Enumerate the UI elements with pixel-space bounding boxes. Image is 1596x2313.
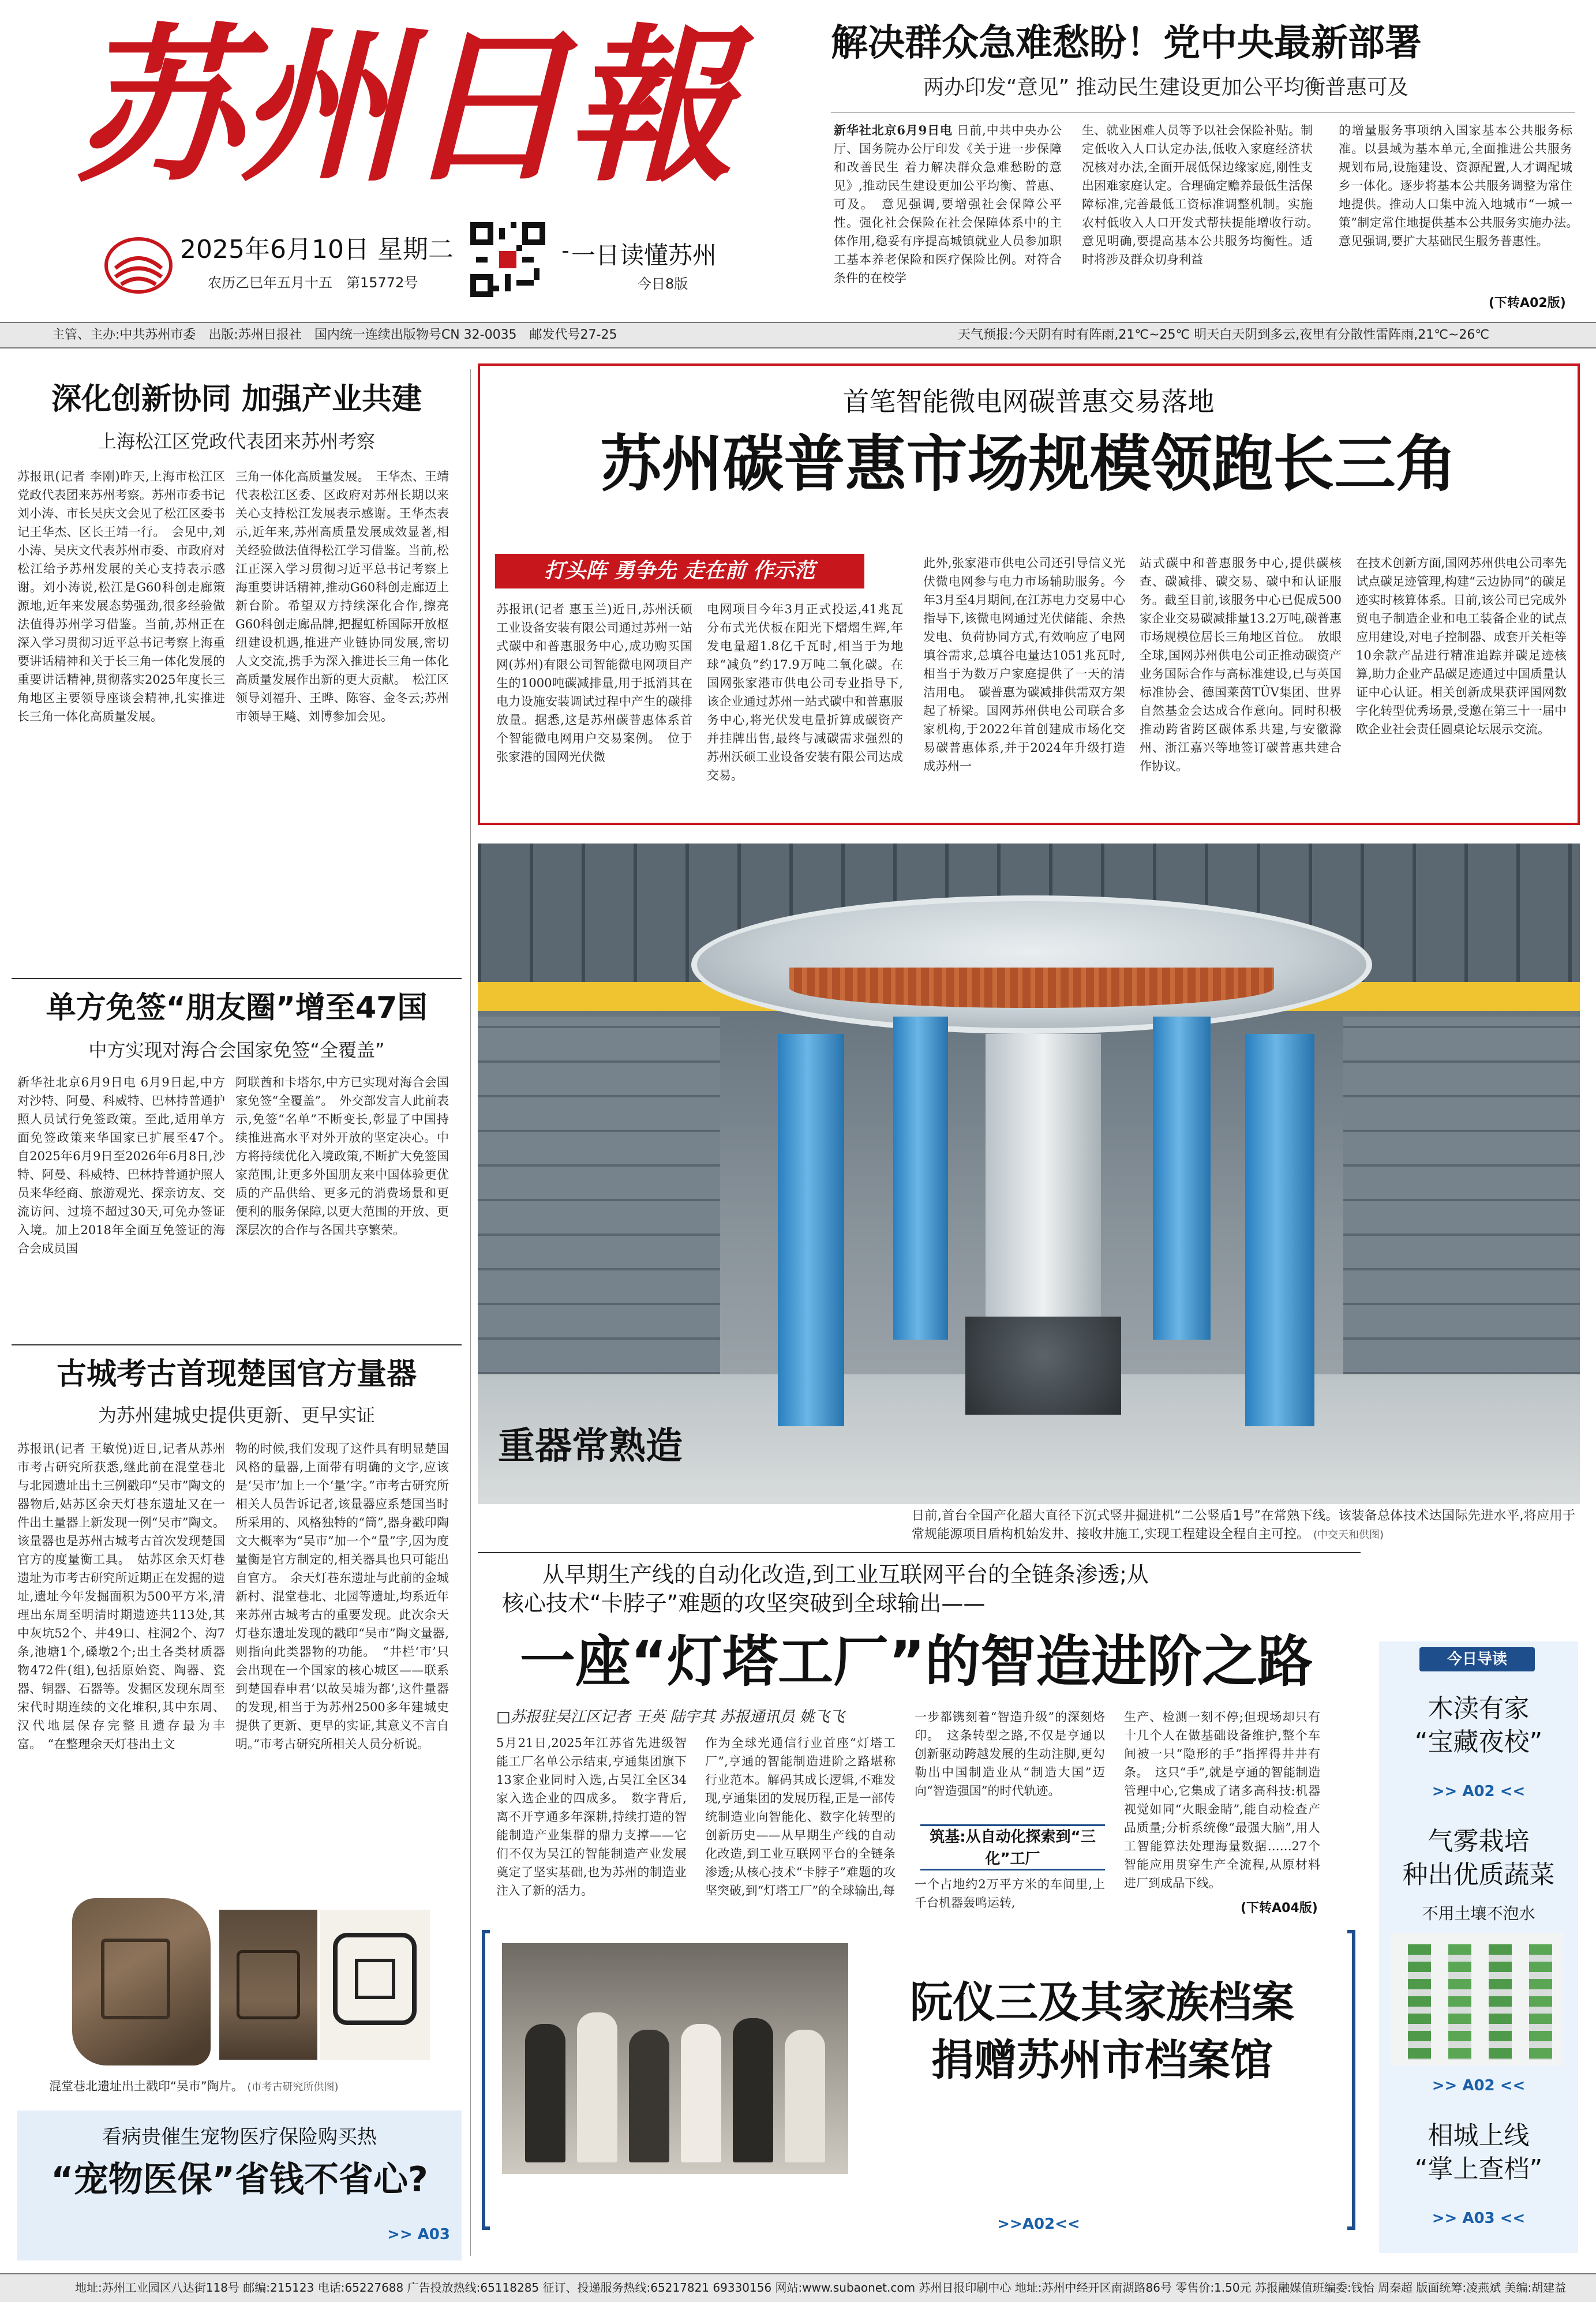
left3-col2: 物的时候,我们发现了这件具有明显楚国风格的量器,上面带有明确的文字,应该是‘吴市’加上一个‘量’字。”市考古研究所相关人员告诉记者,该量器应系楚国当时所采用的、风格独特的“筒”,器身戳印陶文大概率为“吴市”加一个“量”字,因为度量衡是官方制定的,相关器具也只可能出自官方。 余天灯巷东遗址与此前的金城新村、混堂巷北、北园等遗址,均系近年来苏州古城考古的重要发现。此次余天灯巷东遗址发现的戳印“吴市”陶文量器,则指向此类器物的功能。 “井栏‘市’只会出现在一个国家的核心城区——联系到楚国春申君‘以故吴墟为都’,这件量器的发现,相当于为苏州2500多年建城史提供了更新、更早的实证,其意义不言自明。”市考古研究所相关人员分析说。 bbox=[235, 1442, 449, 1751]
feature-deck-2: 核心技术“卡脖子”难题的攻坚突破到全球输出—— bbox=[502, 1591, 986, 1616]
footer-text: 地址:苏州工业园区八达街118号 邮编:215123 电话:65227688 广告投放热线:65118285 征订、投递服务热线:65217821 69330156 网站:www.subaonet.com 苏州日报印刷中心 地址:苏州中经开区南湖路86号 零售价:1.50元 苏报融媒值班编委:钱怡 周秦超 版面统筹:凌燕斌 美编:胡建益 bbox=[75, 2281, 1567, 2295]
column-divider bbox=[470, 369, 471, 2256]
artifact-rubbing bbox=[320, 1910, 430, 2060]
weather-text: 天气预报:今天阴有时有阵雨,21℃~25℃ 明天白天阴到多云,夜里有分散性雷阵雨,21℃~26℃ bbox=[958, 328, 1490, 342]
lead-col2: 电网项目今年3月正式投运,41兆瓦分布式光伏板在阳光下熠熠生辉,年发电量超1.8亿千瓦时,相当于为地球“减负”约17.9万吨二氧化碳。在国网张家港市供电公司专业指导下,该企业通过苏州一站式碳中和普惠服务中心,将光伏发电量折算成碳资产并挂牌出售,最终与减碳需求强烈的苏州沃硕工业设备安装有限公司达成交易。 bbox=[707, 602, 903, 782]
feature-byline: □苏报驻吴江区记者 王英 陆宇其 苏报通讯员 姚飞飞 bbox=[496, 1708, 845, 1726]
top-story-col2: 生、就业困难人员等予以社会保险补贴。制定低收入人口认定办法,低收入家庭经济状况核对办法,全面开展低保边缘家庭,刚性支出困难家庭认定。合理确定赡养最低生活保障标准,完善最低工资标准调整机制。实施农村低收入人口开发式帮扶提能增收行动。 意见明确,要提高基本公共服务均衡性。适时将涉及群众切身利益 bbox=[1082, 123, 1325, 267]
feature-col2: 作为全球光通信行业首座“灯塔工厂”,亨通的智能制造进阶之路堪称行业范本。解码其成长逻辑,不难发现,亨通集团的发展历程,正是一部传统制造业向智能化、数字化转型的创新历史——从早期生产线的自动化改造,到工业互联网平台的全链条渗透;从核心技术“卡脖子”难题的攻坚突破,到“灯塔工厂”的全球输出,每 bbox=[705, 1736, 896, 1898]
feature-deck-1: 从早期生产线的自动化改造,到工业互联网平台的全链条渗透;从 bbox=[542, 1562, 1149, 1587]
issue-number: 第15772号 bbox=[346, 275, 418, 291]
sidebar-item-1-title2[interactable]: “宝藏夜校” bbox=[1414, 1727, 1543, 1757]
left2-subtitle: 中方实现对海合会国家免签“全覆盖” bbox=[88, 1039, 385, 1061]
tbm-photo bbox=[478, 844, 1580, 1504]
divider bbox=[12, 1344, 462, 1345]
top-story-title[interactable]: 解决群众急难愁盼！党中央最新部署 bbox=[831, 22, 1422, 65]
left-article-pet-insurance[interactable] bbox=[17, 2110, 462, 2260]
lead-col3: 此外,张家港市供电公司还引导信义光伏微电网参与电力市场辅助服务。今年3月至4月期间,在江苏电力交易中心指导下,该微电网通过光伏储能、余热发电、负荷协同方式,有效响应了电网填谷需求,总填谷电量达1051兆瓦时,相当于为数万户家庭提供了一天的清洁用电。 碳普惠为碳减排供需双方架起了桥梁。国网苏州供电公司联合多家机构,于2022年首创建成市场化交易碳普惠体系,并于2024年升级打造成苏州一 bbox=[923, 556, 1125, 773]
feature-col4: 生产、检测一刻不停;但现场却只有十几个人在做基础设备维护,整个车间被一只“隐形的手”指挥得井井有条。 这只“手”,就是亨通的智能制造管理中心,它集成了诸多高科技:机器视觉如同“火眼金睛”,能自动检查产品质量;分析系统像“最强大脑”,用人工智能算法处理海量数据……27个智能应用贯穿生产全流程,从原材料进厂到成品下线。 bbox=[1124, 1710, 1320, 1890]
left2-col2: 阿联酋和卡塔尔,中方已实现对海合会国家免签“全覆盖”。 外交部发言人此前表示,免签“名单”不断变长,彰显了中国持续推进高水平对外开放的坚定决心。中方将持续优化入境政策,不断扩大免签国家范围,让更多外国朋友来中国体验更优质的产品供给、更多元的消费场景和更便利的服务保障,以更大范围的开放、更深层次的合作与各国共享繁荣。 bbox=[235, 1075, 449, 1237]
archive-title-1: 阮仪三及其家族档案 bbox=[910, 1978, 1294, 2027]
sidebar-header: 今日导读 bbox=[1419, 1647, 1535, 1671]
page-count: 今日8版 bbox=[638, 276, 688, 292]
feature-subhead: 筑基:从自动化探索到“三化”工厂 bbox=[920, 1824, 1105, 1870]
qr-code-icon[interactable] bbox=[470, 222, 545, 297]
feature-col1: 5月21日,2025年江苏省先进级智能工厂名单公示结束,亨通集团旗下13家企业同时入选,占吴江全区34家入选企业的四成多。 数字背后,离不开亨通多年深耕,持续打造的智能制造产业集群的鼎力支撑——它们不仅为吴江的智能制造产业发展奠定了坚实基础,也为苏州的制造业注入了新的活力。 bbox=[496, 1736, 687, 1898]
feature-col3: 一步都镌刻着“智造升级”的深刻烙印。 这条转型之路,不仅是亨通以创新驱动跨越发展的生动注脚,更勾勒出中国制造业从“制造大国”迈向“智造强国”的时代轨迹。 bbox=[915, 1710, 1105, 1798]
left3-subtitle: 为苏州建城史提供更新、更早实证 bbox=[98, 1404, 375, 1426]
top-story-subtitle: 两办印发“意见” 推动民生建设更加公平均衡普惠可及 bbox=[923, 76, 1408, 99]
slogan: 一日读懂苏州 bbox=[571, 241, 717, 269]
dateline: 新华社北京6月9日电 bbox=[834, 123, 953, 137]
info-bar-text: 主管、主办:中共苏州市委 出版:苏州日报社 国内统一连续出版物号CN 32-0035 邮发代号27-25 bbox=[52, 328, 617, 342]
left2-col1: 新华社北京6月9日电 6月9日起,中方对沙特、阿曼、科威特、巴林持普通护照人员试行免签政策。至此,适用单方面免签政策来华国家已扩展至47个。 自2025年6月9日至2026年6月8日,沙特、阿曼、科威特、巴林持普通护照人员来华经商、旅游观光、探亲访友、交流访问、过境不超过30天,可免办签证入境。加上2018年全面互免签证的海合会成员国 bbox=[17, 1075, 237, 1255]
sidebar-item-3-title1[interactable]: 相城上线 bbox=[1428, 2121, 1530, 2150]
left4-title: “宠物医保”省钱不省心? bbox=[51, 2160, 428, 2200]
sidebar-item-3-ref[interactable]: >> A03 << bbox=[1432, 2210, 1526, 2227]
bracket-right bbox=[1347, 1930, 1355, 2230]
bracket-left bbox=[482, 1930, 490, 2230]
feature-col3b: 一个占地约2万平方米的车间里,上千台机器轰鸣运转, bbox=[915, 1877, 1105, 1910]
top-story-col3: 的增量服务事项纳入国家基本公共服务标准。以县域为基本单元,全面推进公共服务规划布局,设施建设、资源配置,人才调配城乡一体化。逐步将基本公共服务调整为常住地提供。推动人口集中流入地城市“一城一策”制定常住地提供基本公共服务实施办法。 意见强调,要扩大基础民生服务普惠性。 bbox=[1339, 123, 1584, 248]
sidebar-item-2-title2[interactable]: 种出优质蔬菜 bbox=[1402, 1860, 1555, 1890]
today-guide-sidebar bbox=[1379, 1641, 1578, 2253]
divider bbox=[12, 978, 462, 979]
left1-col1: 苏报讯(记者 李刚)昨天,上海市松江区党政代表团来苏州考察。苏州市委书记刘小涛、市长吴庆文会见了松江区委书记王华杰、区长王靖一行。 会见中,刘小涛、吴庆文代表苏州市委、市政府对松江给予苏州发展的关心支持表示感谢。刘小涛说,松江是G60科创走廊策源地,近年来发展态势强劲,很多经验做法值得苏州学习借鉴。当前,苏州正在深入学习贯彻习近平总书记考察上海重要讲话精神和关于长三角一体化发展的重要讲话精神,贯彻落实2025年度长三角地区主要领导座谈会精神,扎实推进长三角一体化高质量发展。 bbox=[17, 470, 225, 723]
emblem-icon bbox=[104, 234, 173, 294]
feature-turn[interactable]: (下转A04版) bbox=[1241, 1901, 1318, 1915]
sidebar-item-3-title2[interactable]: “掌上查档” bbox=[1414, 2154, 1543, 2184]
sidebar-item-2-sub: 不用土壤不泡水 bbox=[1422, 1904, 1535, 1923]
aeroponic-photo bbox=[1391, 1933, 1564, 2065]
logo-text: 苏州日報 bbox=[75, 9, 730, 205]
lunar-date: 农历乙巳年五月十五 bbox=[208, 275, 332, 291]
sidebar-item-1-title1[interactable]: 木渎有家 bbox=[1428, 1694, 1530, 1723]
divider bbox=[478, 1552, 1361, 1553]
left1-col2: 三角一体化高质量发展。 王华杰、王靖代表松江区委、区政府对苏州长期以来关心支持松江发展表示感谢。王华杰表示,近年来,苏州高质量发展成效显著,相关经验做法值得松江学习借鉴。当前,松江正深入学习贯彻习近平总书记考察上海重要讲话精神,推动G60科创走廊迈上新台阶。希望双方持续深化合作,擦亮G60科创走廊品牌,把握虹桥国际开放枢纽建设机遇,推进产业链协同发展,密切人文交流,携手为深入推进长三角一体化高质量发展作出新的更大贡献。 松江区领导刘福升、王晔、陈容、金冬云;苏州市领导王飚、刘博参加会见。 bbox=[235, 470, 449, 723]
sidebar-item-2-ref[interactable]: >> A02 << bbox=[1432, 2077, 1526, 2094]
lead-banner: 打头阵 勇争先 走在前 作示范 bbox=[495, 554, 864, 588]
sidebar-item-1-ref[interactable]: >> A02 << bbox=[1432, 1783, 1526, 1800]
left2-title[interactable]: 单方免签“朋友圈”增至47国 bbox=[46, 991, 428, 1025]
photo-label: 重器常熟造 bbox=[498, 1425, 683, 1468]
left3-title[interactable]: 古城考古首现楚国官方量器 bbox=[56, 1357, 417, 1392]
left1-subtitle: 上海松江区党政代表团来苏州考察 bbox=[98, 430, 375, 452]
archive-ref[interactable]: >>A02<< bbox=[997, 2215, 1080, 2233]
lead-col5: 在技术创新方面,国网苏州供电公司率先试点碳足迹管理,构建“云边协同”的碳足迹实时核算体系。目前,该公司已完成外贸电子制造企业和电工装备企业的试点应用建设,对电子控制器、成套开关柜等10余款产品进行精准追踪并碳足迹核算,助力企业产品碳足迹通过中国质量认证中心认证。相关创新成果获评国网数字化转型优秀场景,受邀在第三十一届中欧企业社会责任圆桌论坛展示交流。 bbox=[1356, 556, 1567, 736]
feature-title[interactable]: 一座“灯塔工厂”的智造进阶之路 bbox=[519, 1629, 1313, 1694]
lead-col4: 站式碳中和普惠服务中心,提供碳核查、碳减排、碳交易、碳中和认证服务。截至目前,该服务中心已促成500家企业交易碳减排量13.2万吨,碳普惠市场规模位居长三角地区首位。 放眼全球,国网苏州供电公司正推动碳资产业务国际合作与高标准建设,已与英国标准协会、德国莱茵TÜV集团、世界自然基金会达成合作意向。同时积极推动跨省跨区碳体系共建,与安徽滁州、浙江嘉兴等地签订碳普惠共建合作协议。 bbox=[1140, 556, 1342, 773]
artifact-photo-shard bbox=[72, 1898, 211, 2065]
top-story-turn[interactable]: (下转A02版) bbox=[1489, 296, 1566, 310]
family-photo bbox=[502, 1943, 848, 2174]
photo-caption: 日前,首台全国产化超大直径下沉式竖井掘进机“二公竖盾1号”在常熟下线。该装备总体技术达国际先进水平,将应用于常规能源项目盾构机始发井、接收井施工,实现工程建设全程自主可控。 (中交天和供图) bbox=[912, 1509, 1575, 1542]
divider bbox=[563, 251, 568, 253]
lead-title[interactable]: 苏州碳普惠市场规模领跑长三角 bbox=[600, 429, 1457, 500]
archive-title-2: 捐赠苏州市档案馆 bbox=[931, 2035, 1273, 2085]
left3-col1: 苏报讯(记者 王敏悦)近日,记者从苏州市考古研究所获悉,继此前在混堂巷北与北园遗址出土三例戳印“吴市”陶文的器物后,姑苏区余天灯巷东遗址又在一件出土量器上新发现一例“吴市”陶文。该量器也是苏州古城考古首次发现楚国官方的度量衡工具。 姑苏区余天灯巷遗址为市考古研究所近期正在发掘的遗址,遗址今年发掘面积为500平方米,清理出东周至明清时期遗迹共113处,其中灰坑52个、井49口、柱洞2个、沟7条,池塘1个,磉墩2个;出土各类材质器物472件(组),包括原始瓷、陶器、瓷器、铜器、石器等。发掘区发现东周至宋代时期连续的文化堆积,其中东周、汉代地层保存完整且遗存最为丰富。 “在整理余天灯巷出土文 bbox=[17, 1442, 225, 1751]
left4-kicker: 看病贵催生宠物医疗保险购买热 bbox=[102, 2125, 377, 2149]
sidebar-item-2-title1[interactable]: 气雾栽培 bbox=[1428, 1827, 1530, 1856]
lead-kicker: 首笔智能微电网碳普惠交易落地 bbox=[842, 386, 1215, 417]
lead-col1: 苏报讯(记者 惠玉兰)近日,苏州沃硕工业设备安装有限公司通过苏州一站式碳中和普惠服务中心,成功购买国网(苏州)有限公司智能微电网项目产生的1000吨碳减排量,用于抵消其在电力设施安装调试过程中产生的碳排放量。据悉,这是苏州碳普惠体系首个智能微电网用户交易案例。 位于张家港的国网光伏微 bbox=[496, 602, 692, 764]
top-story-col1: 新华社北京6月9日电 日前,中共中央办公厅、国务院办公厅印发《关于进一步保障和改善民生 着力解决群众急难愁盼的意见》,推动民生建设更加公平均衡、普惠、可及。 意见强调,要增强社会保障公平性。强化社会保险在社会保障体系中的主体作用,稳妥有序提高城镇就业人员参加职工基本养老保险和医疗保险比例。对符合条件的在校学 bbox=[834, 123, 1062, 285]
date-line: 2025年6月10日 星期二 bbox=[180, 235, 454, 264]
left1-title[interactable]: 深化创新协同 加强产业共建 bbox=[51, 382, 422, 417]
left3-photo-caption: 混堂巷北遗址出土戳印“吴市”陶片。 (市考古研究所供图) bbox=[49, 2079, 339, 2093]
left4-ref[interactable]: >> A03 bbox=[387, 2226, 450, 2243]
artifact-photo-seal bbox=[219, 1910, 317, 2060]
